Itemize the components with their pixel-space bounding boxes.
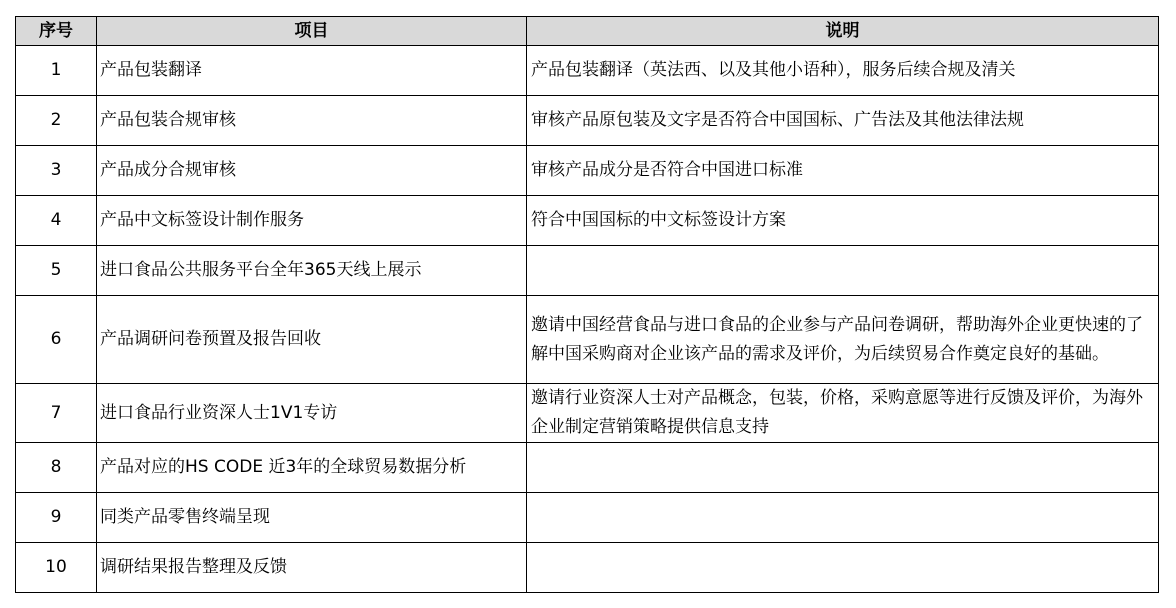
table-row bbox=[16, 246, 1159, 296]
cell-item[interactable]: 产品包装合规审核 bbox=[97, 96, 527, 146]
table-row bbox=[16, 46, 1159, 96]
cell-index[interactable]: 2 bbox=[16, 96, 97, 146]
cell-description[interactable] bbox=[527, 443, 1159, 493]
cell-description[interactable] bbox=[527, 493, 1159, 543]
cell-index[interactable]: 8 bbox=[16, 443, 97, 493]
cell-description[interactable] bbox=[527, 246, 1159, 296]
cell-item[interactable]: 同类产品零售终端呈现 bbox=[97, 493, 527, 543]
cell-item[interactable]: 调研结果报告整理及反馈 bbox=[97, 543, 527, 593]
table-row bbox=[16, 443, 1159, 493]
header-row bbox=[16, 17, 1159, 46]
cell-description[interactable]: 审核产品成分是否符合中国进口标准 bbox=[527, 146, 1159, 196]
cell-description[interactable]: 产品包装翻译（英法西、以及其他小语种），服务后续合规及清关 bbox=[527, 46, 1159, 96]
table-row bbox=[16, 296, 1159, 384]
cell-item[interactable]: 产品包装翻译 bbox=[97, 46, 527, 96]
cell-index[interactable]: 1 bbox=[16, 46, 97, 96]
cell-description[interactable]: 符合中国国标的中文标签设计方案 bbox=[527, 196, 1159, 246]
table-row bbox=[16, 96, 1159, 146]
table-row bbox=[16, 493, 1159, 543]
cell-description[interactable]: 邀请行业资深人士对产品概念，包装，价格，采购意愿等进行反馈及评价，为海外企业制定营销策略提供信息支持 bbox=[527, 384, 1159, 443]
cell-description[interactable]: 邀请中国经营食品与进口食品的企业参与产品问卷调研，帮助海外企业更快速的了解中国采购商对企业该产品的需求及评价，为后续贸易合作奠定良好的基础。 bbox=[527, 296, 1159, 384]
cell-index[interactable]: 7 bbox=[16, 384, 97, 443]
cell-index[interactable]: 3 bbox=[16, 146, 97, 196]
header-index[interactable]: 序号 bbox=[16, 17, 97, 46]
cell-item[interactable]: 产品中文标签设计制作服务 bbox=[97, 196, 527, 246]
cell-index[interactable]: 9 bbox=[16, 493, 97, 543]
table-row bbox=[16, 146, 1159, 196]
table-row bbox=[16, 384, 1159, 443]
cell-item[interactable]: 产品调研问卷预置及报告回收 bbox=[97, 296, 527, 384]
service-items-table bbox=[15, 16, 1159, 593]
cell-description[interactable] bbox=[527, 543, 1159, 593]
cell-index[interactable]: 6 bbox=[16, 296, 97, 384]
table-row bbox=[16, 543, 1159, 593]
cell-index[interactable]: 5 bbox=[16, 246, 97, 296]
cell-index[interactable]: 4 bbox=[16, 196, 97, 246]
cell-item[interactable]: 进口食品行业资深人士1V1专访 bbox=[97, 384, 527, 443]
header-item[interactable]: 项目 bbox=[97, 17, 527, 46]
cell-item[interactable]: 进口食品公共服务平台全年365天线上展示 bbox=[97, 246, 527, 296]
cell-item[interactable]: 产品成分合规审核 bbox=[97, 146, 527, 196]
cell-index[interactable]: 10 bbox=[16, 543, 97, 593]
cell-item[interactable]: 产品对应的HS CODE 近3年的全球贸易数据分析 bbox=[97, 443, 527, 493]
table-row bbox=[16, 196, 1159, 246]
header-description[interactable]: 说明 bbox=[527, 17, 1159, 46]
cell-description[interactable]: 审核产品原包装及文字是否符合中国国标、广告法及其他法律法规 bbox=[527, 96, 1159, 146]
